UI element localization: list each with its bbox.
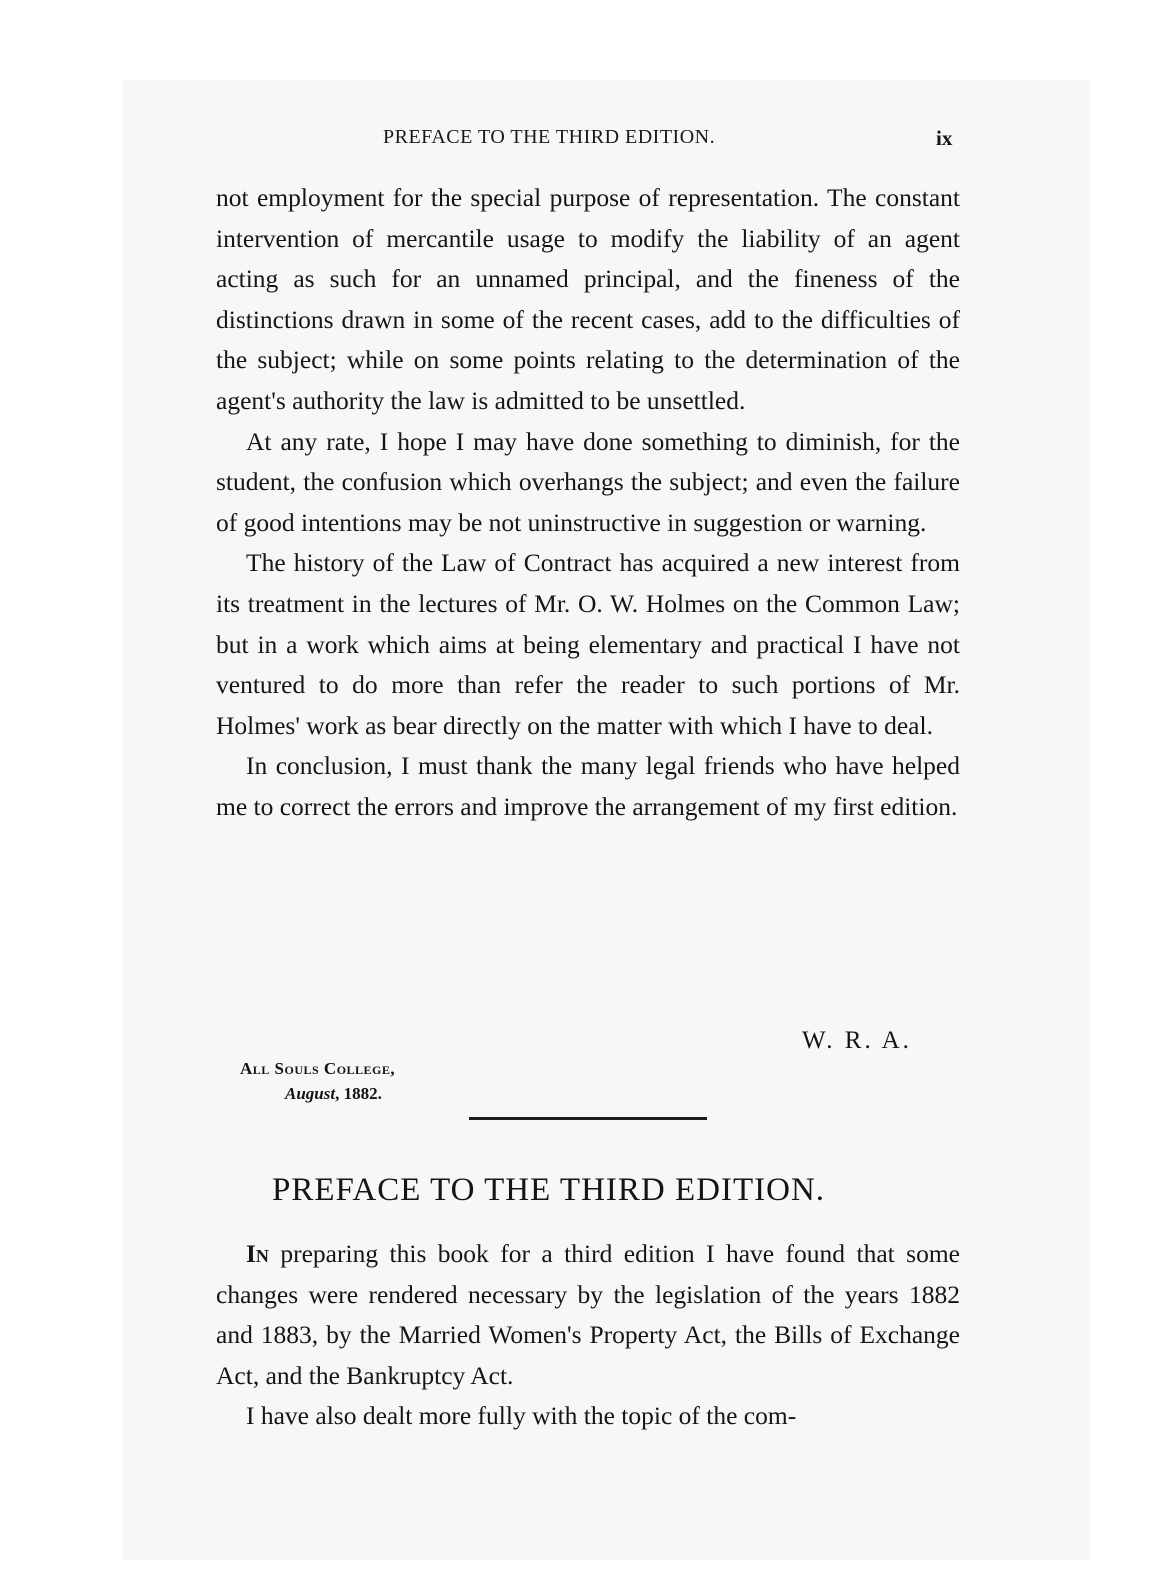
dateline-year: , 1882. [335,1084,382,1103]
paragraph-at-any-rate: At any rate, I hope I may have done something to diminish, for the student, the confusion which overhangs the subject; and even the failure of good intentions may be not uninstructive in suggestion or warning. [216,426,960,537]
section-divider-rule [469,1117,707,1120]
dateline-place: All Souls College, [240,1059,396,1078]
continued-paragraph: not employment for the special purpose of representation. The constant intervention of mercantile usage to modify the liability of an agent acting as such for an unnamed principal, and the fineness of the distinctions drawn in some of the recent cases, add to the difficulties of the subject; while on some points relating to the determination of the agent's authority the law is admitted to be unsettled. [216,183,960,415]
preface-third-edition-body [216,1234,960,1437]
opening-word: In [246,1239,269,1268]
page-number: ix [936,126,953,150]
dateline-month: August [285,1084,336,1103]
signature-initials: W. R. A. [802,1027,912,1054]
paragraph-preparing [216,1234,960,1396]
paragraph-conclusion: In conclusion, I must thank the many legal friends who have helped me to correct the errors and improve the arrangement of my first edition. [216,751,960,821]
paragraph-preparing-text: preparing this book for a third edition I have found that some changes were rendered necessary by the legislation of the years 1882 and 1883, by the Married Women's Property Act, the Bills of Exchange Act, and the Bankruptcy Act. [216,1239,960,1390]
dateline [240,1056,395,1106]
dateline-date [240,1081,395,1106]
paragraph-law-of-contract: The history of the Law of Contract has acquired a new interest from its treatment in the lectures of Mr. O. W. Holmes on the Common Law; but in a work which aims at being elementary and practical I have not ventured to do more than refer the reader to such portions of Mr. Holmes' work as bear directly on the matter with which I have to deal. [216,548,960,740]
section-title: PREFACE TO THE THIRD EDITION. [272,1172,826,1208]
running-head: PREFACE TO THE THIRD EDITION. [383,126,716,148]
paragraph-also-dealt: I have also dealt more fully with the topic of the com- [246,1401,797,1431]
preface-second-edition-body [216,178,960,828]
